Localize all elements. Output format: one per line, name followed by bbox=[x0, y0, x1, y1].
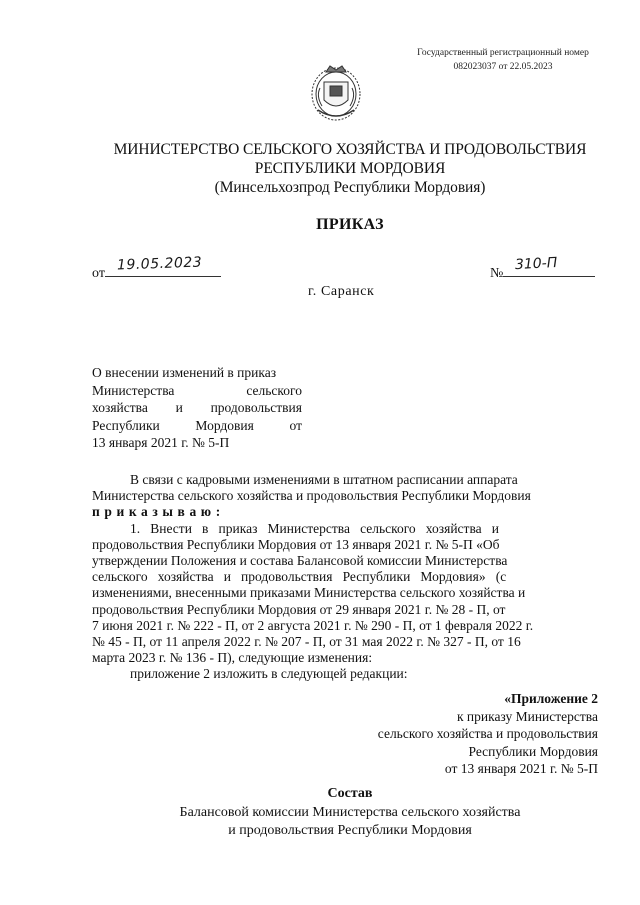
order-body bbox=[92, 472, 598, 683]
mordovia-coat-of-arms-icon bbox=[308, 60, 364, 124]
subject-line: О внесении изменений в приказ bbox=[92, 365, 277, 380]
number-prefix: № bbox=[490, 266, 504, 281]
order-word: приказываю: bbox=[92, 504, 225, 520]
body-line: № 45 - П, от 11 апреля 2022 г. № 207 - П, от 31 мая 2022 г. № 327 - П, от 16 bbox=[92, 634, 521, 650]
composition-line: Балансовой комиссии Министерства сельского хозяйства bbox=[179, 805, 521, 820]
ministry-name-line2: РЕСПУБЛИКИ МОРДОВИЯ bbox=[254, 160, 446, 177]
body-line: продовольствия Республики Мордовия от 29 января 2021 г. № 28 - П, от bbox=[92, 601, 506, 617]
appendix-line: сельского хозяйства и продовольствия bbox=[377, 726, 598, 741]
composition-subtitle bbox=[60, 804, 640, 840]
appendix-line: от 13 января 2021 г. № 5-П bbox=[444, 761, 598, 776]
subject-line: Республики Мордовия от bbox=[92, 417, 302, 433]
body-line: изменениями, внесенными приказами Министерства сельского хозяйства и bbox=[92, 585, 526, 601]
order-word-line bbox=[92, 504, 598, 520]
order-subject bbox=[92, 364, 302, 452]
date-prefix: от bbox=[92, 266, 105, 281]
appendix-title: «Приложение 2 bbox=[504, 691, 598, 706]
number-underline bbox=[503, 254, 595, 277]
subject-line: 13 января 2021 г. № 5-П bbox=[92, 435, 230, 450]
registration-note bbox=[388, 46, 618, 74]
body-line: сельского хозяйства и продовольствия Республики Мордовия» (с bbox=[92, 569, 507, 585]
handwritten-number: 310-П bbox=[514, 254, 559, 274]
body-line: марта 2023 г. № 136 - П), следующие изменения: bbox=[92, 650, 373, 666]
date-field bbox=[92, 254, 221, 282]
document-type: ПРИКАЗ bbox=[316, 216, 384, 233]
subject-line: хозяйства и продовольствия bbox=[92, 400, 302, 415]
body-line: Министерства сельского хозяйства и продовольствия Республики Мордовия bbox=[92, 488, 531, 504]
ministry-short-name: (Минсельхозпрод Республики Мордовия) bbox=[214, 179, 486, 196]
appendix-line: к приказу Министерства bbox=[456, 708, 598, 724]
registration-label: Государственный регистрационный номер bbox=[417, 48, 589, 58]
body-line: продовольствия Республики Мордовия от 13 января 2021 г. № 5-П «Об bbox=[92, 536, 500, 552]
body-line: 1. Внести в приказ Министерства сельского хозяйства и bbox=[130, 520, 499, 536]
composition-title: Состав bbox=[327, 786, 373, 801]
ministry-name-line1: МИНИСТЕРСТВО СЕЛЬСКОГО ХОЗЯЙСТВА И ПРОДОВОЛЬСТВИЯ bbox=[113, 141, 587, 158]
handwritten-date: 19.05.2023 bbox=[116, 254, 203, 274]
appendix-line: Республики Мордовия bbox=[468, 743, 598, 759]
city: г. Саранск bbox=[308, 284, 375, 299]
number-field bbox=[490, 254, 595, 282]
appendix-header bbox=[298, 690, 598, 778]
registration-number: 082023037 от 22.05.2023 bbox=[453, 62, 553, 72]
body-line: приложение 2 изложить в следующей редакции: bbox=[130, 666, 408, 682]
composition-line: и продовольствия Республики Мордовия bbox=[228, 823, 472, 838]
ministry-header bbox=[60, 140, 640, 197]
body-line: 7 июня 2021 г. № 222 - П, от 2 августа 2021 г. № 290 - П, от 1 февраля 2022 г. bbox=[92, 617, 534, 633]
date-underline bbox=[105, 254, 221, 277]
body-line: утверждении Положения и состава Балансовой комиссии Министерства bbox=[92, 553, 508, 569]
subject-line: Министерства сельского bbox=[92, 382, 302, 398]
body-line: В связи с кадровыми изменениями в штатном расписании аппарата bbox=[130, 472, 518, 487]
